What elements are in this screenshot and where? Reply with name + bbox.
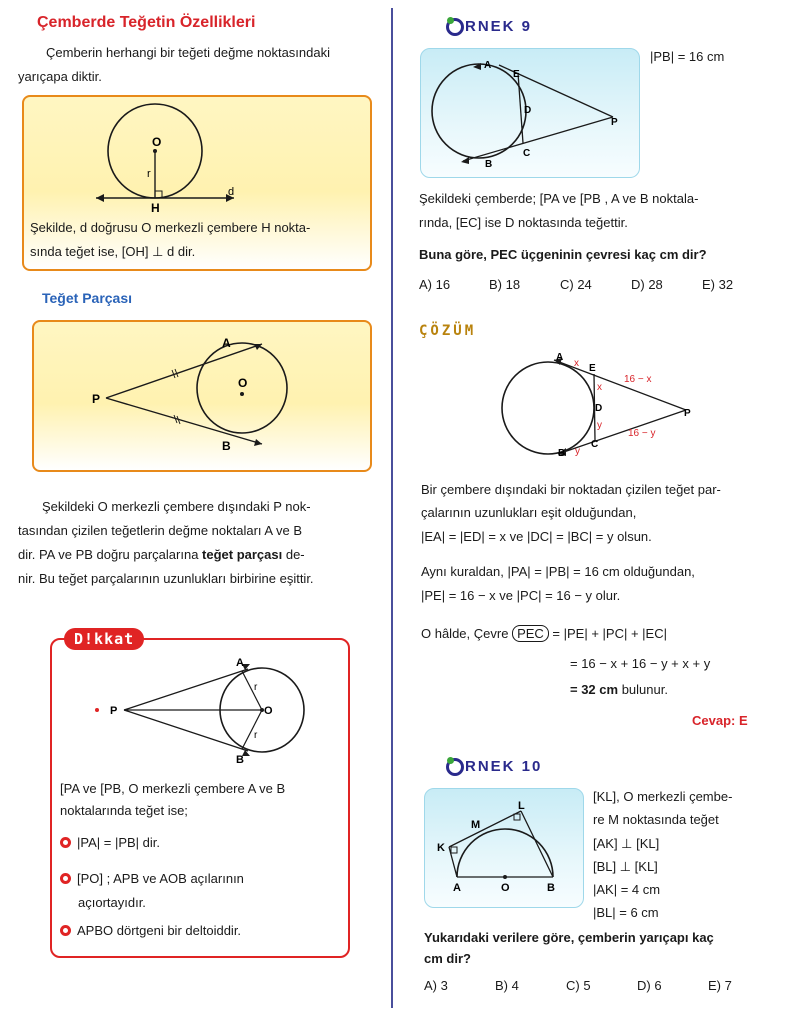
dikkat-bullet-3: APBO dörtgeni bir deltoiddir. bbox=[60, 918, 241, 943]
ornek9-option-d[interactable]: D) 28 bbox=[631, 277, 663, 292]
fig1-caption-line-2: sında teğet ise, [OH] ⊥ d dir. bbox=[30, 244, 196, 259]
label-h: H bbox=[151, 201, 160, 215]
dikkat-tab: D!kkat bbox=[64, 628, 144, 650]
label-c: C bbox=[523, 148, 531, 159]
label-r-top: r bbox=[254, 682, 258, 693]
ornek10-given-6: |BL| = 6 cm bbox=[593, 905, 659, 920]
ornek10-given-2: re M noktasında teğet bbox=[593, 812, 719, 827]
label-b: B bbox=[236, 754, 244, 766]
dikkat-box bbox=[50, 638, 350, 958]
label-a: A bbox=[453, 882, 461, 894]
tangent-segment-box bbox=[32, 320, 372, 472]
label-o: O bbox=[238, 376, 248, 390]
label-o: O bbox=[264, 705, 273, 717]
cozum-heading: ÇÖZÜM bbox=[419, 323, 477, 339]
cozum-line-5: |PE| = 16 − x ve |PC| = 16 − y olur. bbox=[421, 588, 621, 603]
label-b: B bbox=[547, 882, 555, 894]
label-pc: 16 − y bbox=[628, 428, 656, 439]
ornek9-option-b[interactable]: B) 18 bbox=[489, 277, 521, 292]
label-b: B bbox=[558, 448, 566, 459]
arc-notation: PEC bbox=[512, 625, 549, 642]
ornek9-heading: RNEK 9 bbox=[446, 18, 532, 36]
dikkat-bullet-2: [PO] ; APB ve AOB açılarının bbox=[60, 866, 244, 891]
ornek9-given: |PB| = 16 cm bbox=[650, 49, 725, 64]
dikkat-line-1: [PA ve [PB, O merkezli çembere A ve B bbox=[60, 781, 286, 796]
desc-line-2: tasından çizilen teğetlerin değme noktaları A ve B bbox=[18, 523, 303, 538]
label-o: O bbox=[152, 135, 162, 149]
label-k: K bbox=[437, 842, 445, 854]
dikkat-bullet-2-cont: açıortayıdır. bbox=[78, 895, 146, 910]
ornek9-question: Buna göre, PEC üçgeninin çevresi kaç cm dir? bbox=[419, 247, 707, 262]
label-d: d bbox=[228, 186, 235, 198]
fig1-caption-line-1: Şekilde, d doğrusu O merkezli çembere H nokta- bbox=[30, 220, 311, 235]
cozum-line-8: = 32 cm bulunur. bbox=[570, 682, 668, 697]
label-x-side: x bbox=[597, 382, 602, 393]
label-p: P bbox=[684, 408, 691, 419]
cozum-line-6: O hâlde, Çevre PEC = |PE| + |PC| + |EC| bbox=[421, 626, 667, 641]
ornek9-figure-box bbox=[420, 48, 640, 178]
cozum-line-1: Bir çembere dışındaki bir noktadan çizilen teğet par- bbox=[421, 482, 721, 497]
label-l: L bbox=[518, 800, 525, 812]
cozum-line-3: |EA| = |ED| = x ve |DC| = |BC| = y olsun. bbox=[421, 529, 652, 544]
dikkat-diagram bbox=[52, 652, 348, 772]
ornek10-option-e[interactable]: E) 7 bbox=[708, 978, 732, 993]
ornek9-option-c[interactable]: C) 24 bbox=[560, 277, 592, 292]
label-o: O bbox=[501, 882, 510, 894]
ornek-o-icon bbox=[446, 758, 464, 776]
label-p: P bbox=[110, 705, 118, 717]
ornek10-figure-box bbox=[424, 788, 584, 908]
ornek10-heading: RNEK 10 bbox=[446, 758, 542, 776]
label-m: M bbox=[471, 819, 481, 831]
cozum-line-2: çalarının uzunlukları eşit olduğundan, bbox=[421, 505, 637, 520]
column-divider bbox=[391, 8, 393, 1008]
cevap-label: Cevap: E bbox=[692, 713, 748, 728]
ornek9-diagram bbox=[421, 49, 639, 177]
label-x-top: x bbox=[574, 358, 579, 369]
dikkat-line-2: noktalarında teğet ise; bbox=[60, 803, 188, 818]
ornek10-option-c[interactable]: C) 5 bbox=[566, 978, 591, 993]
ornek9-text-line-1: Şekildeki çemberde; [PA ve [PB , A ve B noktala- bbox=[419, 191, 699, 206]
label-y-side: y bbox=[597, 420, 602, 431]
label-r: r bbox=[147, 168, 151, 180]
intro-line-1: Çemberin herhangi bir teğeti değme noktasındaki bbox=[46, 45, 331, 60]
ornek10-option-a[interactable]: A) 3 bbox=[424, 978, 448, 993]
dikkat-bullet-1: |PA| = |PB| dir. bbox=[60, 830, 160, 855]
cozum-diagram bbox=[496, 350, 716, 462]
ornek9-text-line-2: rında, [EC] ise D noktasında teğettir. bbox=[419, 215, 628, 230]
ornek10-given-1: [KL], O merkezli çembe- bbox=[593, 789, 733, 804]
label-p: P bbox=[611, 117, 618, 128]
section-title: Çemberde Teğetin Özellikleri bbox=[37, 14, 256, 31]
label-a: A bbox=[484, 60, 492, 71]
label-c: C bbox=[591, 439, 599, 450]
ornek9-option-e[interactable]: E) 32 bbox=[702, 277, 734, 292]
label-d: D bbox=[595, 403, 603, 414]
ornek10-diagram bbox=[425, 789, 583, 907]
label-a: A bbox=[556, 352, 564, 363]
label-r-bottom: r bbox=[254, 730, 258, 741]
ornek10-given-3: [AK] ⊥ [KL] bbox=[593, 836, 660, 851]
label-d: D bbox=[524, 105, 532, 116]
desc-line-4: nir. Bu teğet parçalarının uzunlukları birbirine eşittir. bbox=[18, 571, 314, 586]
bullet-icon bbox=[60, 837, 71, 848]
label-y-bottom: y bbox=[575, 446, 580, 457]
label-p: P bbox=[92, 392, 101, 406]
label-pe: 16 − x bbox=[624, 374, 652, 385]
tangent-segment-diagram bbox=[34, 322, 370, 470]
label-a: A bbox=[236, 657, 244, 669]
ornek-o-icon bbox=[446, 18, 464, 36]
ornek10-question-line-1: Yukarıdaki verilere göre, çemberin yarıçapı kaç bbox=[424, 930, 714, 945]
label-e: E bbox=[513, 69, 520, 80]
cozum-line-7: = 16 − x + 16 − y + x + y bbox=[570, 656, 711, 671]
label-b: B bbox=[485, 159, 493, 170]
ornek10-option-d[interactable]: D) 6 bbox=[637, 978, 662, 993]
tangent-figure-box bbox=[22, 95, 372, 271]
intro-line-2: yarıçapa diktir. bbox=[18, 69, 102, 84]
ornek10-given-4: [BL] ⊥ [KL] bbox=[593, 859, 658, 874]
ornek9-option-a[interactable]: A) 16 bbox=[419, 277, 451, 292]
cozum-line-4: Aynı kuraldan, |PA| = |PB| = 16 cm olduğundan, bbox=[421, 564, 695, 579]
desc-line-1: Şekildeki O merkezli çembere dışındaki P nok- bbox=[42, 499, 311, 514]
desc-line-3: dir. PA ve PB doğru parçalarına teğet parçası de- bbox=[18, 547, 305, 562]
bullet-icon bbox=[60, 925, 71, 936]
ornek10-option-b[interactable]: B) 4 bbox=[495, 978, 519, 993]
bullet-icon bbox=[60, 873, 71, 884]
label-b: B bbox=[222, 439, 231, 453]
label-a: A bbox=[222, 336, 231, 350]
ornek10-question-line-2: cm dir? bbox=[424, 951, 471, 966]
ornek10-given-5: |AK| = 4 cm bbox=[593, 882, 661, 897]
bold-term: teğet parçası bbox=[202, 547, 283, 562]
subsection-title: Teğet Parçası bbox=[42, 290, 133, 306]
label-e: E bbox=[589, 363, 596, 374]
